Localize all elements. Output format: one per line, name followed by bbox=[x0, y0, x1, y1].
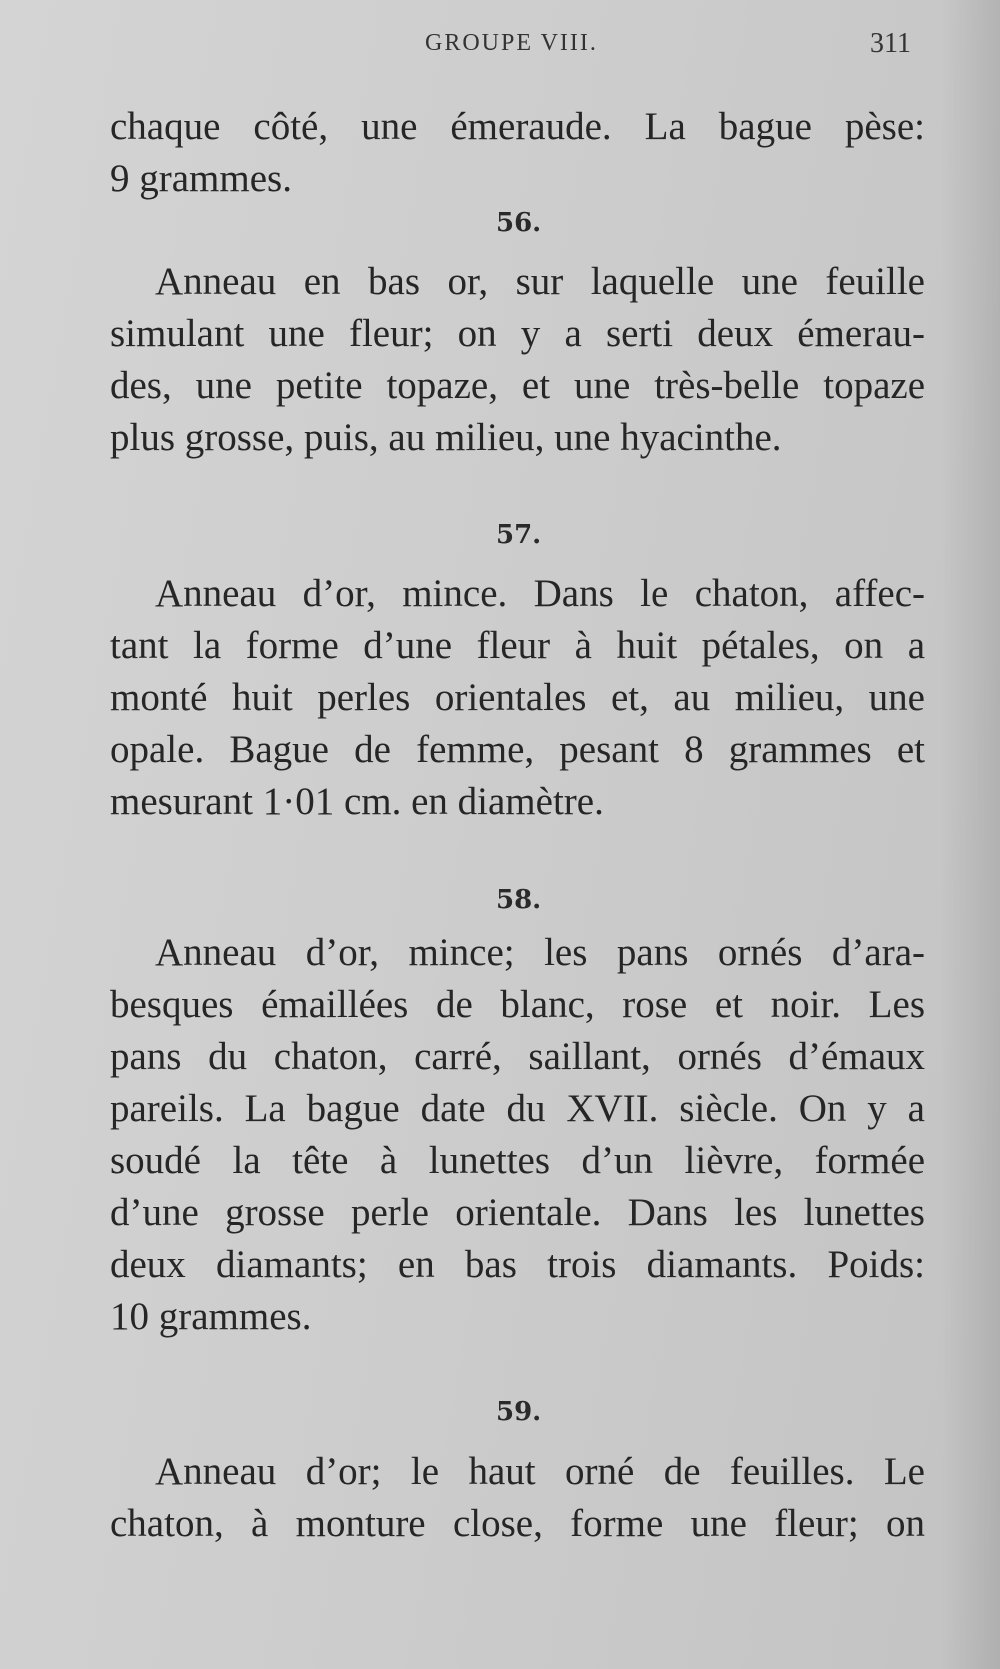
entry-57-paragraph bbox=[110, 568, 925, 828]
text-line: 9 grammes. bbox=[110, 157, 292, 200]
text-line: 10 grammes. bbox=[110, 1295, 312, 1338]
text-line: Anneau en bas or, sur laquelle une feuille bbox=[155, 260, 925, 303]
text-line: chaton, à monture close, forme une fleur; on bbox=[110, 1502, 925, 1545]
text-line: tant la forme d’une fleur à huit pétales, on a bbox=[110, 624, 925, 667]
running-header: GROUPE VIII. bbox=[425, 30, 598, 56]
entry-number-57: 57. bbox=[496, 520, 542, 550]
entry-59-paragraph bbox=[110, 1446, 925, 1550]
text-line: pareils. La bague date du XVII. siècle. On y a bbox=[110, 1087, 925, 1130]
text-line: chaque côté, une émeraude. La bague pèse: bbox=[110, 105, 925, 148]
text-line: Anneau d’or, mince. Dans le chaton, affec- bbox=[155, 572, 925, 615]
text-line: monté huit perles orientales et, au milieu, une bbox=[110, 676, 925, 719]
continuation-paragraph bbox=[110, 101, 925, 205]
entry-58-paragraph bbox=[110, 927, 925, 1343]
text-line: pans du chaton, carré, saillant, ornés d’émaux bbox=[110, 1035, 925, 1078]
text-line: plus grosse, puis, au milieu, une hyacinthe. bbox=[110, 416, 782, 459]
text-line: Anneau d’or, mince; les pans ornés d’ara- bbox=[155, 931, 925, 974]
text-line: des, une petite topaze, et une très-belle topaze bbox=[110, 364, 925, 407]
text-line: simulant une fleur; on y a serti deux émerau- bbox=[110, 312, 925, 355]
text-line: deux diamants; en bas trois diamants. Poids: bbox=[110, 1243, 925, 1286]
text-line: Anneau d’or; le haut orné de feuilles. Le bbox=[155, 1450, 925, 1493]
text-line: besques émaillées de blanc, rose et noir. Les bbox=[110, 983, 925, 1026]
text-line: mesurant 1·01 cm. en diamètre. bbox=[110, 780, 604, 823]
page-number: 311 bbox=[870, 28, 911, 59]
entry-number-59: 59. bbox=[496, 1397, 542, 1427]
entry-56-paragraph bbox=[110, 256, 925, 464]
entry-number-56: 56. bbox=[496, 208, 542, 238]
text-line: d’une grosse perle orientale. Dans les lunettes bbox=[110, 1191, 925, 1234]
text-line: opale. Bague de femme, pesant 8 grammes et bbox=[110, 728, 925, 771]
text-line: soudé la tête à lunettes d’un lièvre, formée bbox=[110, 1139, 925, 1182]
entry-number-58: 58. bbox=[496, 885, 542, 915]
